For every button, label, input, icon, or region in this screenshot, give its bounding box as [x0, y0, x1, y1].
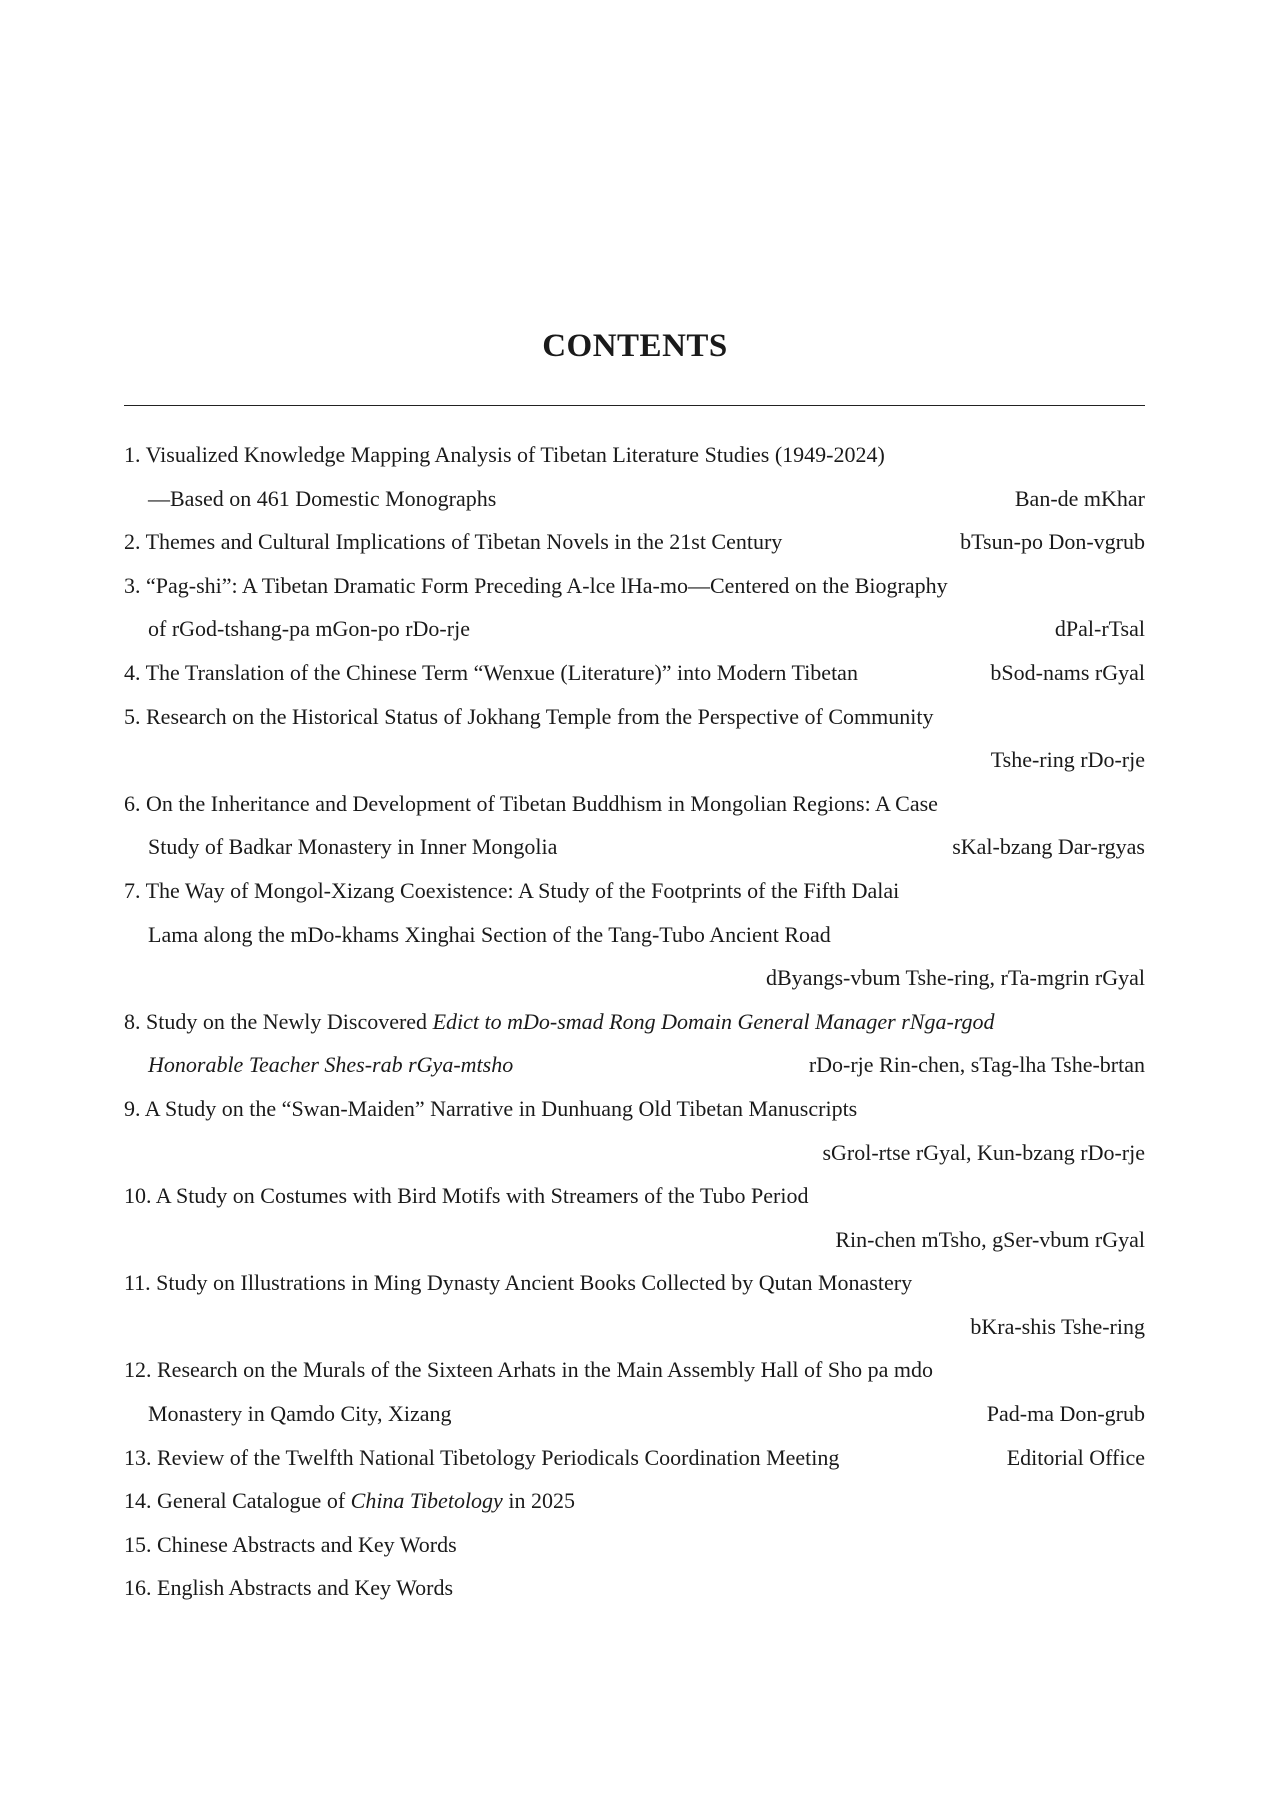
toc-entry-1-cont — [124, 477, 1145, 521]
toc-entry-11 — [124, 1261, 1145, 1305]
toc-entry-2 — [124, 520, 1145, 564]
entry-title-cont: Lama along the mDo-khams Xinghai Section of the Tang-Tubo Ancient Road — [148, 921, 831, 947]
entry-author: bKra-shis Tshe-ring — [970, 1313, 1145, 1339]
entry-title: 1. Visualized Knowledge Mapping Analysis of Tibetan Literature Studies (1949-2024) — [124, 442, 885, 467]
toc-entry-5-author-line — [124, 738, 1145, 782]
toc-entry-3 — [124, 564, 1145, 608]
entry-title-cont-italic: Honorable Teacher Shes-rab rGya-mtsho — [148, 1052, 514, 1078]
entry-author: Tshe-ring rDo-rje — [990, 747, 1145, 773]
toc-entry-16 — [124, 1566, 1145, 1610]
toc-entry-7-author-line — [124, 956, 1145, 1000]
toc-entry-13 — [124, 1436, 1145, 1480]
toc-entry-6-cont — [124, 825, 1145, 869]
entry-title-cont: Study of Badkar Monastery in Inner Mongolia — [148, 834, 558, 860]
entry-title-italic: China Tibetology — [350, 1488, 503, 1514]
entry-title: 9. A Study on the “Swan-Maiden” Narrative in Dunhuang Old Tibetan Manuscripts — [124, 1095, 858, 1121]
toc-entry-10-author-line — [124, 1218, 1145, 1262]
entry-title: 2. Themes and Cultural Implications of Tibetan Novels in the 21st Century — [124, 529, 783, 555]
entry-title — [124, 1479, 575, 1523]
entry-title: 5. Research on the Historical Status of Jokhang Temple from the Perspective of Community — [124, 703, 934, 729]
entry-title-cont: Monastery in Qamdo City, Xizang — [148, 1401, 452, 1427]
toc-entry-6 — [124, 782, 1145, 826]
entry-title: 15. Chinese Abstracts and Key Words — [124, 1531, 457, 1557]
entry-title-italic: Edict to mDo-smad Rong Domain General Manager rNga-rgod — [432, 1008, 995, 1034]
toc-entry-14 — [124, 1479, 1145, 1523]
entry-author: bSod-nams rGyal — [990, 659, 1145, 685]
entry-author: dPal-rTsal — [1054, 616, 1145, 642]
toc-entry-8 — [124, 1000, 1145, 1044]
entry-title-prefix: 8. Study on the Newly Discovered — [124, 1008, 433, 1034]
entry-author: Rin-chen mTsho, gSer-vbum rGyal — [835, 1226, 1145, 1252]
entry-title: 16. English Abstracts and Key Words — [124, 1575, 454, 1601]
entry-title: 4. The Translation of the Chinese Term “Wenxue (Literature)” into Modern Tibetan — [124, 659, 858, 685]
toc-entry-3-cont — [124, 607, 1145, 651]
toc-entry-1 — [124, 433, 1145, 477]
entry-title-suffix: in 2025 — [502, 1488, 575, 1514]
entry-title: 13. Review of the Twelfth National Tibetology Periodicals Coordination Meeting — [124, 1444, 840, 1470]
toc-entry-7 — [124, 869, 1145, 913]
entry-title-prefix: 14. General Catalogue of — [124, 1488, 351, 1514]
entry-title: 6. On the Inheritance and Development of Tibetan Buddhism in Mongolian Regions: A Case — [124, 790, 938, 816]
entry-title: 10. A Study on Costumes with Bird Motifs with Streamers of the Tubo Period — [124, 1183, 809, 1209]
toc-entry-4 — [124, 651, 1145, 695]
entry-title: 3. “Pag-shi”: A Tibetan Dramatic Form Preceding A-lce lHa-mo—Centered on the Biography — [124, 572, 948, 598]
toc-entry-10 — [124, 1174, 1145, 1218]
entry-title-cont: of rGod-tshang-pa mGon-po rDo-rje — [148, 616, 470, 642]
toc-entry-8-cont — [124, 1043, 1145, 1087]
toc-entry-7-cont — [124, 913, 1145, 957]
entry-author: Ban-de mKhar — [1014, 485, 1145, 511]
entry-author: sGrol-rtse rGyal, Kun-bzang rDo-rje — [822, 1139, 1145, 1165]
entry-author: rDo-rje Rin-chen, sTag-lha Tshe-brtan — [808, 1052, 1145, 1078]
page-title: CONTENTS — [542, 328, 728, 364]
toc-entry-11-author-line — [124, 1305, 1145, 1349]
entry-title — [124, 1000, 995, 1044]
entry-author: Pad-ma Don-grub — [986, 1401, 1145, 1427]
entry-author: sKal-bzang Dar-rgyas — [952, 834, 1145, 860]
toc-entry-12 — [124, 1348, 1145, 1392]
toc-entry-15 — [124, 1523, 1145, 1567]
toc-entry-9-author-line — [124, 1131, 1145, 1175]
table-of-contents — [124, 433, 1145, 1610]
entry-author: bTsun-po Don-vgrub — [960, 529, 1145, 555]
entry-title: 7. The Way of Mongol-Xizang Coexistence: A Study of the Footprints of the Fifth Dalai — [124, 877, 900, 903]
entry-title: 11. Study on Illustrations in Ming Dynasty Ancient Books Collected by Qutan Monastery — [124, 1270, 913, 1296]
entry-title: 12. Research on the Murals of the Sixteen Arhats in the Main Assembly Hall of Sho pa mdo — [124, 1357, 933, 1383]
entry-author: dByangs-vbum Tshe-ring, rTa-mgrin rGyal — [766, 965, 1145, 991]
toc-entry-5 — [124, 695, 1145, 739]
toc-entry-12-cont — [124, 1392, 1145, 1436]
entry-subtitle: —Based on 461 Domestic Monographs — [148, 485, 497, 511]
title-divider — [124, 405, 1145, 406]
entry-author: Editorial Office — [1006, 1444, 1145, 1470]
toc-entry-9 — [124, 1087, 1145, 1131]
